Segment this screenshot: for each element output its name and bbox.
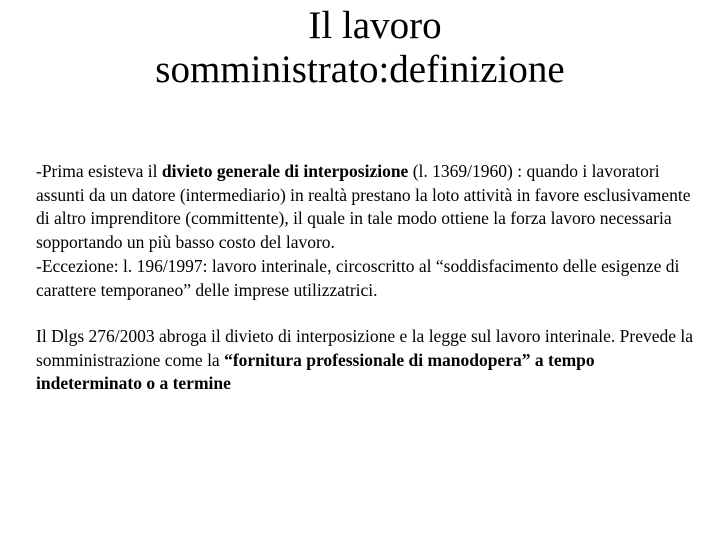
- paragraph-1-rest: (l. 1369/1960) : quando i lavoratori assunti da un datore (intermediario) in realtà prestano la loto attività in favore esclusivamente di altro imprenditore (committente), il quale in tale modo ottiene la forza lavoro necessaria sopportando un più basso costo del lavoro.: [36, 161, 691, 252]
- paragraph-exception: -Eccezione: l. 196/1997: lavoro interinale, circoscritto al “soddisfacimento delle esigenze di carattere temporaneo” delle imprese utilizzatrici.: [36, 256, 680, 300]
- paragraph-1-intro: -Prima esisteva il: [36, 161, 162, 181]
- paragraph-3-intro: Il Dlgs 276/2003 abroga il divieto di interposizione e la legge sul lavoro interinale. Prevede la somministrazione come la: [36, 326, 694, 370]
- paragraph-1-emphasis: divieto generale di interposizione: [161, 161, 409, 181]
- paragraph-3-emphasis: “fornitura professionale di manodopera” a tempo indeterminato o a termine: [36, 349, 595, 393]
- paragraph-prior-regime: [36, 160, 696, 254]
- slide-body: [36, 160, 696, 396]
- title-line-1: Il lavoro: [308, 4, 442, 47]
- title-line-2: somministrato:definizione: [155, 48, 565, 91]
- slide-title: [60, 4, 660, 92]
- paragraph-dlgs-276: [36, 325, 696, 396]
